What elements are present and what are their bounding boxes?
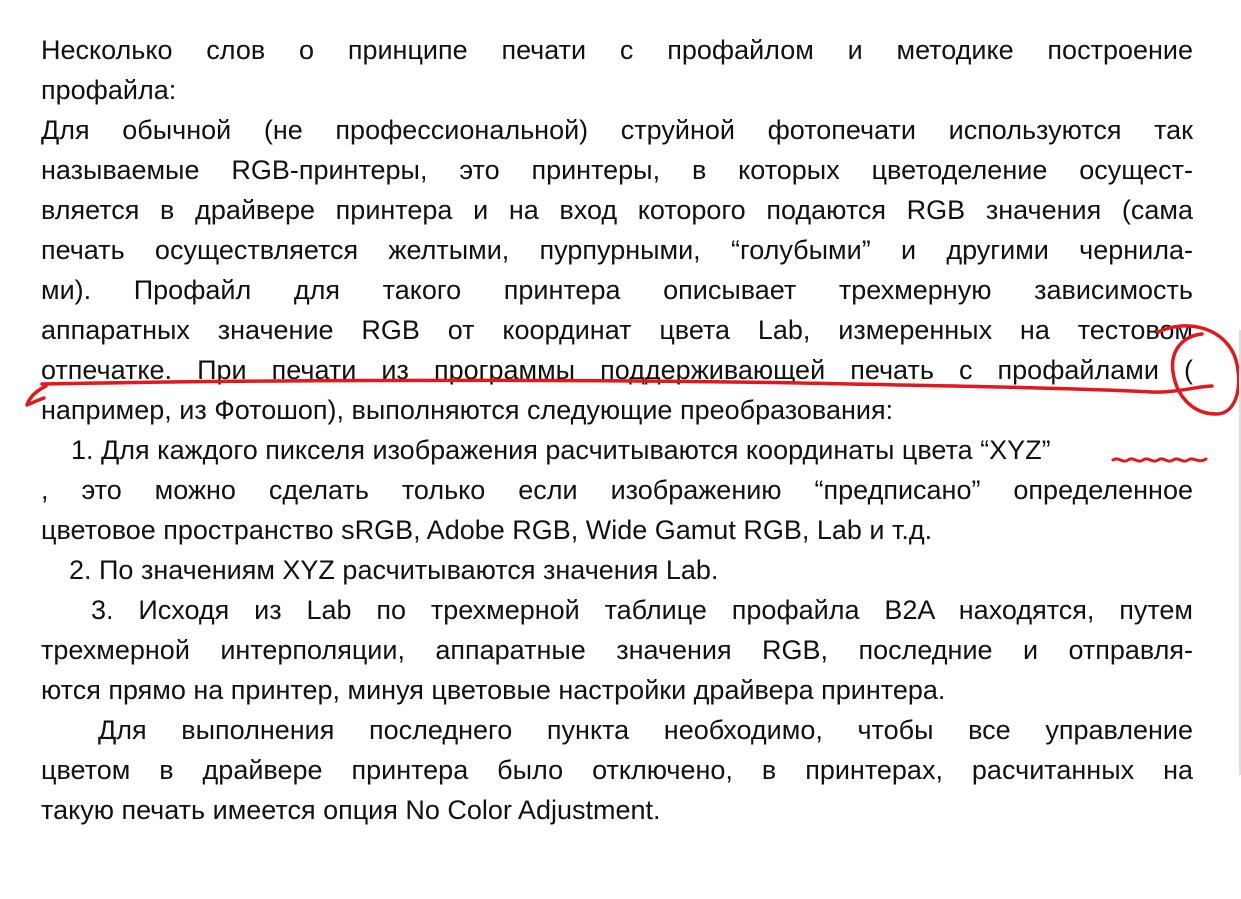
text-line: Для выполнения последнего пункта необходимо, чтобы все управление xyxy=(98,715,1193,745)
text-line: Несколько слов о принципе печати с профайлом и методике построение xyxy=(41,35,1193,65)
text-line: печать осуществляется желтыми, пурпурными, “голубыми” и другими чернила- xyxy=(41,235,1193,265)
text-line: аппаратных значение RGB от координат цвета Lab, измеренных на тестовом xyxy=(41,315,1193,345)
text-line: цветом в драйвере принтера было отключено, в принтерах, расчитанных на xyxy=(41,755,1193,785)
text-line: трехмерной интерполяции, аппаратные значения RGB, последние и отправля- xyxy=(41,635,1193,665)
text-line: профайла: xyxy=(41,75,177,105)
text-line: ются прямо на принтер, минуя цветовые настройки драйвера принтера. xyxy=(41,675,946,705)
list-item-1: 1. Для каждого пикселя изображения расчитываются координаты цвета “XYZ” xyxy=(71,435,1051,465)
text-line: Для обычной (не профессиональной) струйной фотопечати используются так xyxy=(41,115,1193,145)
text-line: , это можно сделать только если изображению “предписано” определенное xyxy=(41,475,1193,505)
text-line: например, из Фотошоп), выполняются следующие преобразования: xyxy=(41,395,894,425)
text-line: называемые RGB-принтеры, это принтеры, в которых цветоделение осущест- xyxy=(41,155,1193,185)
list-item-3: 3. Исходя из Lab по трехмерной таблице профайла B2A находятся, путем xyxy=(91,595,1193,625)
text-line: такую печать имеется опция No Color Adjustment. xyxy=(41,795,661,825)
text-line: вляется в драйвере принтера и на вход которого подаются RGB значения (сама xyxy=(41,195,1193,225)
list-item-2: 2. По значениям XYZ расчитываются значения Lab. xyxy=(69,555,719,585)
text-line: цветовое пространство sRGB, Adobe RGB, Wide Gamut RGB, Lab и т.д. xyxy=(41,515,933,545)
text-line: ми). Профайл для такого принтера описывает трехмерную зависимость xyxy=(41,275,1193,305)
text-line: отпечатке. При печати из программы поддерживающей печать с профайлами ( xyxy=(41,355,1193,385)
